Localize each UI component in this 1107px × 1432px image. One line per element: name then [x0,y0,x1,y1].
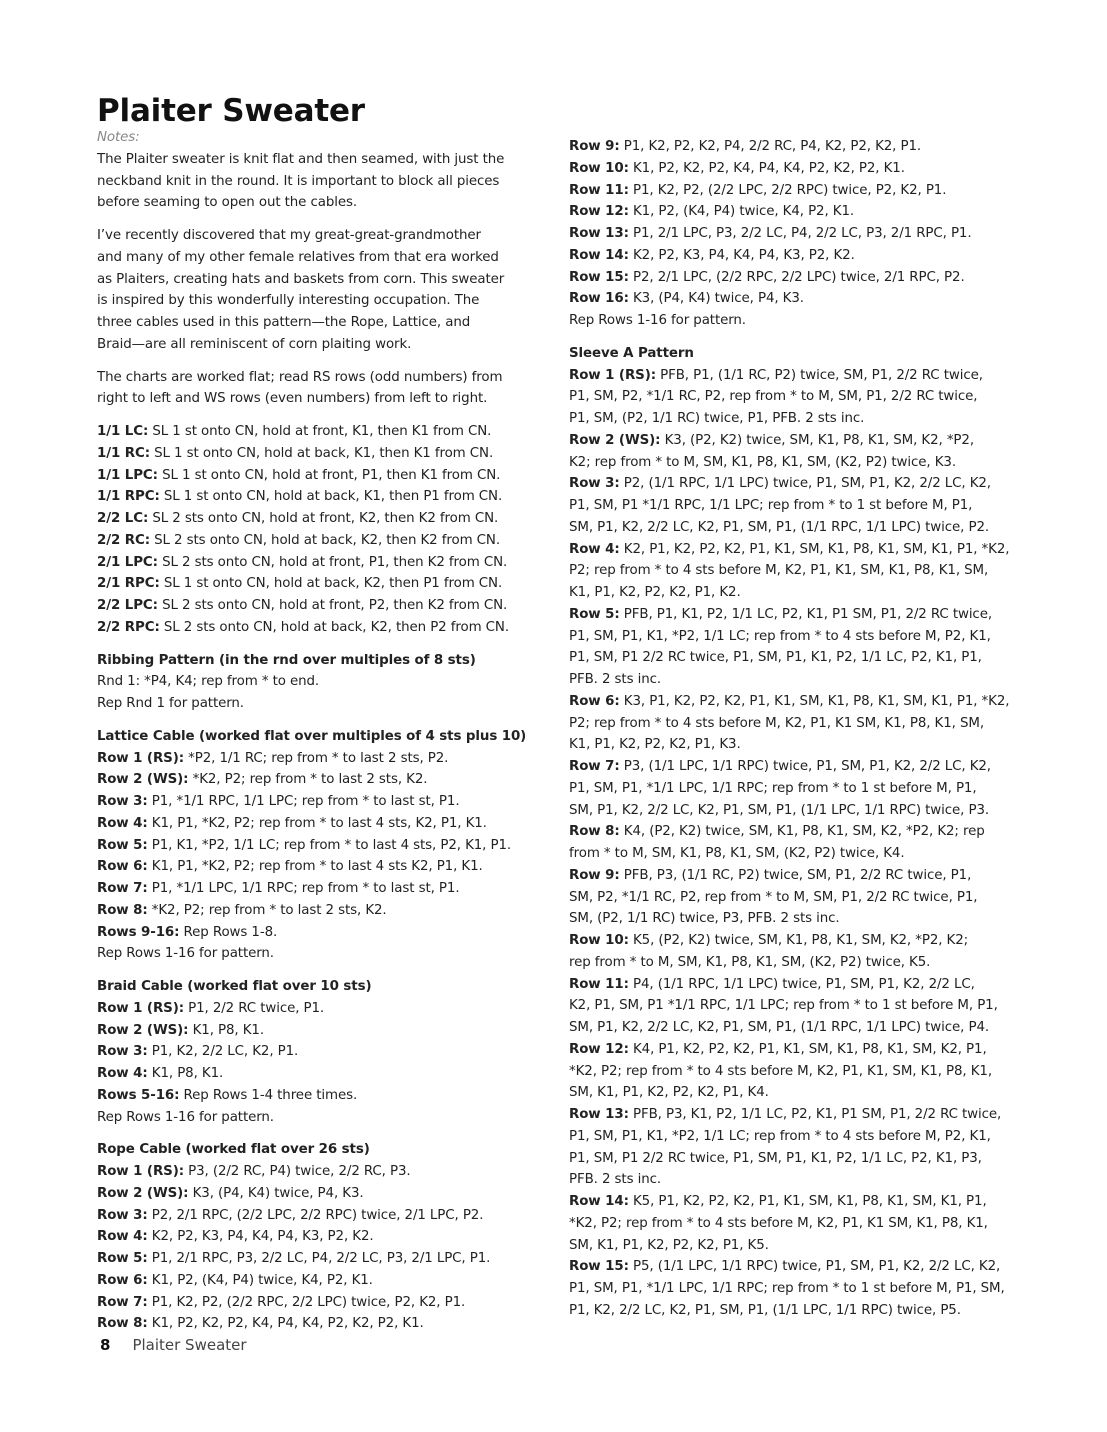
abbreviation-def [97,421,547,443]
pattern-row [97,1205,547,1227]
row-continuation: K2; rep from * to M, SM, K1, P8, K1, SM, (K2, P2) twice, K3. [569,454,956,470]
text-line: three cables used in this pattern—the Rope, Lattice, and [97,315,471,330]
row-line [569,604,1019,626]
row-line [97,1205,547,1227]
pattern-section [97,1139,547,1335]
row-line [97,1063,547,1085]
text-line: neckband knit in the round. It is important to block all pieces [97,173,500,189]
row-line [97,943,547,965]
row-text: K2, P1, K2, P2, K2, P1, K1, SM, K1, P8, K1, SM, K1, P1, *K2, [619,541,1010,557]
row-label: Row 11: [569,182,629,198]
pattern-row [569,1104,1019,1191]
row-line [97,1270,547,1292]
row-label: Row 6: [569,693,620,709]
row-line [569,158,1019,180]
row-continuation: K1, P1, K2, P2, K2, P1, K2. [569,585,741,600]
abbreviation-label: 1/1 RC: [97,445,150,461]
row-text: P1, K2, P2, (2/2 RPC, 2/2 LPC) twice, P2, K2, P1. [147,1294,466,1310]
pattern-row [569,1191,1019,1256]
section-heading: Braid Cable (worked flat over 10 sts) [97,979,372,994]
right-column [569,136,1019,1333]
pattern-row [97,943,547,965]
row-line [97,1085,547,1107]
pattern-row [97,813,547,835]
abbreviation-label: 2/2 LPC: [97,598,158,613]
pattern-row [97,1226,547,1248]
text-line: before seaming to open out the cables. [97,195,358,211]
pattern-section [97,650,547,715]
row-continuation: K1, P1, K2, P2, K2, P1, K3. [569,737,741,753]
row-label: Row 11: [569,976,629,992]
row-line [97,1107,547,1129]
abbreviation-label: 2/2 RPC: [97,619,160,635]
row-label: Row 4: [97,815,148,831]
pattern-section [569,343,1019,1322]
intro-paragraph [97,149,547,214]
row-text: K1, P1, *K2, P2; rep from * to last 4 sts, K2, P1, K1. [147,815,487,831]
text-line: The charts are worked flat; read RS rows (odd numbers) from [97,369,503,385]
pattern-row [97,791,547,813]
row-line [97,1161,547,1183]
row-label: Rows 9-16: [97,924,180,940]
pattern-row [97,1161,547,1183]
row-label: Row 3: [569,476,620,492]
row-line [569,1191,1019,1213]
pattern-row [569,691,1019,756]
row-label: Row 8: [97,1316,148,1332]
page-title: Plaiter Sweater [97,93,365,129]
pattern-row [97,835,547,857]
page-footer [100,1336,247,1354]
abbreviation-label: 2/1 RPC: [97,576,160,592]
row-line [97,998,547,1020]
row-label: Row 4: [97,1229,148,1245]
row-text: PFB, P3, K1, P2, 1/1 LC, P2, K1, P1 SM, P1, 2/2 RC twice, [628,1107,1002,1122]
row-label: Row 1 (RS): [97,1164,184,1179]
row-text: P4, (1/1 RPC, 1/1 LPC) twice, P1, SM, P1, K2, 2/2 LC, [628,976,975,992]
row-line [97,922,547,944]
row-text: K2, P2, K3, P4, K4, P4, K3, P2, K2. [147,1229,374,1245]
row-label: Row 2 (WS): [97,772,189,788]
row-continuation: P2; rep from * to 4 sts before M, K2, P1, K1 SM, K1, P8, K1, SM, [569,715,984,731]
row-line [569,430,1019,452]
row-label: Row 4: [97,1066,148,1081]
pattern-row [97,1063,547,1085]
row-label: Row 12: [569,204,629,220]
pattern-row [97,922,547,944]
pattern-row [569,365,1019,430]
row-text: Rep Rows 1-16 for pattern. [97,1109,274,1125]
row-continuation: SM, P2, *1/1 RC, P2, rep from * to M, SM, P1, 2/2 RC twice, P1, [569,889,978,905]
abbreviation-def [97,617,547,639]
pattern-row [97,693,547,715]
row-line [569,201,1019,223]
row-label: Rows 5-16: [97,1087,180,1103]
row-label: Row 13: [569,1107,629,1122]
text-line: The Plaiter sweater is knit flat and then seamed, with just the [97,151,505,167]
section-heading: Rope Cable (worked flat over 26 sts) [97,1142,370,1158]
pattern-row [569,158,1019,180]
text-line: and many of my other female relatives from that era worked [97,249,499,265]
row-label: Row 2 (WS): [97,1022,189,1038]
row-text: P3, (1/1 LPC, 1/1 RPC) twice, P1, SM, P1, K2, 2/2 LC, K2, [619,759,991,774]
pattern-row [569,930,1019,974]
pattern-row [569,288,1019,310]
row-line [97,1292,547,1314]
row-text: K1, P8, K1. [188,1022,264,1038]
pattern-sections-left [97,650,547,1336]
row-text: P1, K2, P2, (2/2 LPC, 2/2 RPC) twice, P2, K2, P1. [628,182,947,198]
row-text: K5, P1, K2, P2, K2, P1, K1, SM, K1, P8, K1, SM, K1, P1, [628,1194,987,1209]
text-line: is inspired by this wonderfully interesting occupation. The [97,293,480,309]
pattern-row [569,865,1019,930]
pattern-row [97,1270,547,1292]
abbreviation-label: 1/1 RPC: [97,489,160,505]
row-text: P2, 2/1 LPC, (2/2 RPC, 2/2 LPC) twice, 2/1 RPC, P2. [628,269,965,285]
row-label: Row 9: [569,867,620,883]
row-text: P3, (2/2 RC, P4) twice, 2/2 RC, P3. [183,1164,411,1179]
row-continuation: P1, SM, P1 2/2 RC twice, P1, SM, P1, K1, P2, 1/1 LC, P2, K1, P1, [569,650,982,666]
abbreviation-text: SL 2 sts onto CN, hold at back, K2, then K2 from CN. [149,532,500,548]
row-line [569,473,1019,495]
row-continuation: P1, SM, P1 *1/1 RPC, 1/1 LPC; rep from * to 1 st before M, P1, [569,498,973,513]
abbreviation-def [97,486,547,508]
row-line [569,136,1019,158]
row-text: K5, (P2, K2) twice, SM, K1, P8, K1, SM, K2, *P2, K2; [628,933,969,948]
text-line: right to left and WS rows (even numbers) from left to right. [97,391,488,407]
row-line [569,365,1019,387]
pattern-row [97,998,547,1020]
page-number: 8 [100,1336,111,1354]
row-label: Row 8: [569,824,620,840]
row-continuation: PFB. 2 sts inc. [569,672,662,687]
notes-label: Notes: [97,130,140,145]
row-text: P1, 2/1 LPC, P3, 2/2 LC, P4, 2/2 LC, P3, 2/1 RPC, P1. [628,226,972,241]
row-line [569,1039,1019,1061]
row-label: Row 5: [97,1251,148,1266]
row-label: Row 1 (RS): [97,1000,184,1016]
abbreviation-def [97,552,547,574]
pattern-row [569,473,1019,538]
row-line [97,813,547,835]
row-label: Row 10: [569,933,629,948]
pattern-section [97,976,547,1128]
pattern-row [97,1292,547,1314]
row-label: Row 12: [569,1041,629,1057]
row-line [569,288,1019,310]
text-line: I’ve recently discovered that my great-great-grandmother [97,228,481,243]
pattern-row [97,671,547,693]
row-text: P1, K2, P2, K2, P4, 2/2 RC, P4, K2, P2, K2, P1. [619,139,922,154]
row-text: K3, (P4, K4) twice, P4, K3. [628,291,804,307]
row-line [97,693,547,715]
pattern-row [569,136,1019,158]
text-line: as Plaiters, creating hats and baskets from corn. This sweater [97,271,505,287]
row-line [569,180,1019,202]
row-text: P2, 2/1 RPC, (2/2 LPC, 2/2 RPC) twice, 2/1 LPC, P2. [147,1207,484,1223]
section-heading: Ribbing Pattern (in the rnd over multiples of 8 sts) [97,652,476,668]
intro-paragraph [97,225,547,356]
abbreviation-label: 2/2 RC: [97,532,150,548]
row-continuation: P1, SM, P2, *1/1 RC, P2, rep from * to M, SM, P1, 2/2 RC twice, [569,389,978,405]
row-label: Row 15: [569,1259,629,1275]
left-column [97,127,547,1346]
row-text: *P2, 1/1 RC; rep from * to last 2 sts, P2. [183,750,449,766]
pattern-row [569,1039,1019,1104]
row-label: Row 13: [569,226,629,241]
abbreviation-text: SL 1 st onto CN, hold at front, K1, then K1 from CN. [148,424,492,439]
row-continuation: rep from * to M, SM, K1, P8, K1, SM, (K2, P2) twice, K5. [569,954,931,970]
row-line [97,878,547,900]
row-text: P1, *1/1 RPC, 1/1 LPC; rep from * to last st, P1. [147,794,460,809]
row-line [569,930,1019,952]
row-label: Row 1 (RS): [569,367,656,383]
row-continuation: P1, SM, P1 2/2 RC twice, P1, SM, P1, K1, P2, 1/1 LC, P2, K1, P3, [569,1150,982,1166]
row-line [569,821,1019,843]
row-text: Rep Rnd 1 for pattern. [97,696,244,711]
row-line [569,267,1019,289]
pattern-row [569,310,1019,332]
pattern-row [569,267,1019,289]
row-line [97,769,547,791]
abbreviation-label: 2/2 LC: [97,511,149,526]
row-label: Row 3: [97,1044,148,1060]
row-text: *K2, P2; rep from * to last 2 sts, K2. [147,902,387,918]
pattern-row [569,245,1019,267]
row-text: K2, P2, K3, P4, K4, P4, K3, P2, K2. [628,247,855,263]
row-label: Row 3: [97,1207,148,1223]
pattern-row [97,1085,547,1107]
row-continuation: *K2, P2; rep from * to 4 sts before M, K2, P1, K1 SM, K1, P8, K1, [569,1215,988,1231]
row-text: P1, K2, 2/2 LC, K2, P1. [147,1044,299,1060]
pattern-row [97,1041,547,1063]
row-line [569,1104,1019,1126]
pattern-row [97,1020,547,1042]
row-text: K1, P2, (K4, P4) twice, K4, P2, K1. [628,204,855,220]
pattern-row [569,756,1019,821]
running-title: Plaiter Sweater [132,1336,247,1354]
row-continuation: SM, P1, K2, 2/2 LC, K2, P1, SM, P1, (1/1 RPC, 1/1 LPC) twice, P2. [569,519,990,535]
pattern-row [97,878,547,900]
section-heading: Lattice Cable (worked flat over multiples of 4 sts plus 10) [97,728,527,744]
row-line [97,791,547,813]
pattern-sections-right [569,136,1019,1322]
abbreviation-def [97,573,547,595]
row-text: P1, 2/1 RPC, P3, 2/2 LC, P4, 2/2 LC, P3, 2/1 LPC, P1. [147,1251,491,1266]
row-text: Rep Rows 1-16 for pattern. [97,946,274,962]
row-line [569,310,1019,332]
pattern-row [569,821,1019,865]
row-line [569,974,1019,996]
row-label: Row 3: [97,794,148,809]
row-continuation: P1, SM, P1, *1/1 LPC, 1/1 RPC; rep from * to 1 st before M, P1, [569,780,977,796]
row-text: K1, P2, K2, P2, K4, P4, K4, P2, K2, P2, K1. [147,1316,424,1332]
row-continuation: SM, P1, K2, 2/2 LC, K2, P1, SM, P1, (1/1 RPC, 1/1 LPC) twice, P4. [569,1020,990,1035]
pattern-row [97,769,547,791]
abbreviation-def [97,530,547,552]
intro-paragraph [97,367,547,411]
abbreviation-text: SL 1 st onto CN, hold at back, K2, then P1 from CN. [159,576,503,592]
row-label: Row 5: [97,837,148,853]
pattern-row [97,900,547,922]
abbreviation-text: SL 1 st onto CN, hold at front, P1, then K1 from CN. [157,467,501,483]
row-continuation: SM, K1, P1, K2, P2, K2, P1, K4. [569,1085,769,1101]
row-line [569,245,1019,267]
row-text: K1, P2, (K4, P4) twice, K4, P2, K1. [147,1272,373,1288]
row-text: K3, P1, K2, P2, K2, P1, K1, SM, K1, P8, K1, SM, K1, P1, *K2, [619,693,1010,709]
pattern-row [97,748,547,770]
abbreviation-label: 1/1 LC: [97,424,149,439]
row-line [97,835,547,857]
row-label: Row 14: [569,247,629,263]
pattern-row [97,1313,547,1335]
abbreviation-text: SL 1 st onto CN, hold at back, K1, then K1 from CN. [149,445,494,461]
row-line [97,1248,547,1270]
row-label: Row 6: [97,1272,148,1288]
row-line [97,1226,547,1248]
row-continuation: *K2, P2; rep from * to 4 sts before M, K2, P1, K1, SM, K1, P8, K1, [569,1063,992,1079]
abbreviation-text: SL 2 sts onto CN, hold at front, P1, then K2 from CN. [157,554,508,570]
pattern-row [97,856,547,878]
abbreviation-def [97,508,547,530]
text-line: Braid—are all reminiscent of corn plaiting work. [97,336,412,352]
row-text: PFB, P1, K1, P2, 1/1 LC, P2, K1, P1 SM, P1, 2/2 RC twice, [619,606,992,622]
row-line [97,1183,547,1205]
abbreviation-label: 2/1 LPC: [97,554,158,570]
row-line [569,756,1019,778]
abbreviation-list [97,421,547,639]
abbreviation-text: SL 1 st onto CN, hold at back, K1, then P1 from CN. [159,489,503,505]
row-line [569,1256,1019,1278]
row-label: Row 9: [569,139,620,154]
row-label: Row 10: [569,160,629,176]
row-continuation: SM, P1, K2, 2/2 LC, K2, P1, SM, P1, (1/1 LPC, 1/1 RPC) twice, P3. [569,802,990,818]
row-continuation: from * to M, SM, K1, P8, K1, SM, (K2, P2) twice, K4. [569,846,905,861]
row-line [97,1020,547,1042]
pattern-row [97,1183,547,1205]
row-text: K1, P8, K1. [147,1066,224,1081]
row-text: Rep Rows 1-16 for pattern. [569,313,746,328]
pattern-row [569,974,1019,1039]
pattern-row [569,201,1019,223]
row-text: K4, P1, K2, P2, K2, P1, K1, SM, K1, P8, K1, SM, K2, P1, [628,1041,987,1057]
abbreviation-label: 1/1 LPC: [97,467,158,483]
row-text: K3, (P2, K2) twice, SM, K1, P8, K1, SM, K2, *P2, [660,432,974,448]
row-label: Row 7: [97,1294,148,1310]
row-text: Rep Rows 1-8. [179,924,278,940]
row-text: P2, (1/1 RPC, 1/1 LPC) twice, P1, SM, P1, K2, 2/2 LC, K2, [619,476,991,492]
abbreviation-def [97,595,547,617]
row-line [569,223,1019,245]
row-line [97,1313,547,1335]
row-label: Row 4: [569,541,620,557]
pattern-section [569,136,1019,332]
row-line [569,691,1019,713]
row-continuation: K2, P1, SM, P1 *1/1 RPC, 1/1 LPC; rep from * to 1 st before M, P1, [569,998,998,1014]
abbreviation-text: SL 2 sts onto CN, hold at back, K2, then P2 from CN. [159,619,510,635]
pattern-row [569,180,1019,202]
intro-text [97,149,547,410]
pattern-row [569,539,1019,604]
row-line [97,900,547,922]
row-continuation: P1, SM, P1, K1, *P2, 1/1 LC; rep from * to 4 sts before M, P2, K1, [569,628,991,644]
row-line [97,856,547,878]
pattern-row [569,1256,1019,1321]
abbreviation-text: SL 2 sts onto CN, hold at front, K2, then K2 from CN. [148,511,499,526]
row-label: Row 7: [569,759,620,774]
abbreviation-def [97,443,547,465]
row-label: Row 14: [569,1194,629,1209]
row-label: Row 15: [569,269,629,285]
pattern-section [97,726,547,965]
row-continuation: SM, K1, P1, K2, P2, K2, P1, K5. [569,1237,769,1253]
row-label: Row 16: [569,291,629,307]
abbreviation-def [97,465,547,487]
row-text: PFB, P1, (1/1 RC, P2) twice, SM, P1, 2/2 RC twice, [655,367,983,383]
row-continuation: P1, SM, P1, *1/1 LPC, 1/1 RPC; rep from * to 1 st before M, P1, SM, [569,1281,1005,1296]
row-continuation: P2; rep from * to 4 sts before M, K2, P1, K1, SM, K1, P8, K1, SM, [569,563,989,579]
row-line [97,1041,547,1063]
row-continuation: P1, K2, 2/2 LC, K2, P1, SM, P1, (1/1 LPC, 1/1 RPC) twice, P5. [569,1302,961,1318]
row-line [569,539,1019,561]
row-text: Rep Rows 1-4 three times. [179,1087,358,1103]
row-text: P5, (1/1 LPC, 1/1 RPC) twice, P1, SM, P1, K2, 2/2 LC, K2, [628,1259,1001,1275]
abbreviation-text: SL 2 sts onto CN, hold at front, P2, then K2 from CN. [157,598,508,613]
row-label: Row 8: [97,902,148,918]
row-label: Row 2 (WS): [97,1185,189,1201]
section-heading: Sleeve A Pattern [569,345,694,361]
row-text: PFB, P3, (1/1 RC, P2) twice, SM, P1, 2/2 RC twice, P1, [619,867,972,883]
row-line [97,671,547,693]
row-label: Row 2 (WS): [569,432,661,448]
row-text: *K2, P2; rep from * to last 2 sts, K2. [188,772,428,788]
row-line [569,865,1019,887]
row-label: Row 6: [97,859,148,875]
row-text: P1, K1, *P2, 1/1 LC; rep from * to last 4 sts, P2, K1, P1. [147,837,512,853]
pattern-row [97,1107,547,1129]
row-label: Row 1 (RS): [97,750,184,766]
row-text: K1, P2, K2, P2, K4, P4, K4, P2, K2, P2, K1. [628,160,905,176]
pattern-row [569,604,1019,691]
row-label: Row 7: [97,881,148,896]
row-text: K3, (P4, K4) twice, P4, K3. [188,1185,364,1201]
pattern-row [569,430,1019,474]
row-text: P1, 2/2 RC twice, P1. [183,1000,325,1016]
row-continuation: P1, SM, (P2, 1/1 RC) twice, P1, PFB. 2 sts inc. [569,411,865,426]
row-continuation: SM, (P2, 1/1 RC) twice, P3, PFB. 2 sts inc. [569,911,840,927]
row-line [97,748,547,770]
row-text: P1, *1/1 LPC, 1/1 RPC; rep from * to last st, P1. [147,881,460,896]
row-text: K1, P1, *K2, P2; rep from * to last 4 sts K2, P1, K1. [147,859,483,875]
row-continuation: PFB. 2 sts inc. [569,1172,662,1188]
pattern-row [569,223,1019,245]
row-text: Rnd 1: *P4, K4; rep from * to end. [97,674,320,690]
row-label: Row 5: [569,606,620,622]
pattern-row [97,1248,547,1270]
row-text: K4, (P2, K2) twice, SM, K1, P8, K1, SM, K2, *P2, K2; rep [619,824,985,840]
row-continuation: P1, SM, P1, K1, *P2, 1/1 LC; rep from * to 4 sts before M, P2, K1, [569,1128,991,1144]
